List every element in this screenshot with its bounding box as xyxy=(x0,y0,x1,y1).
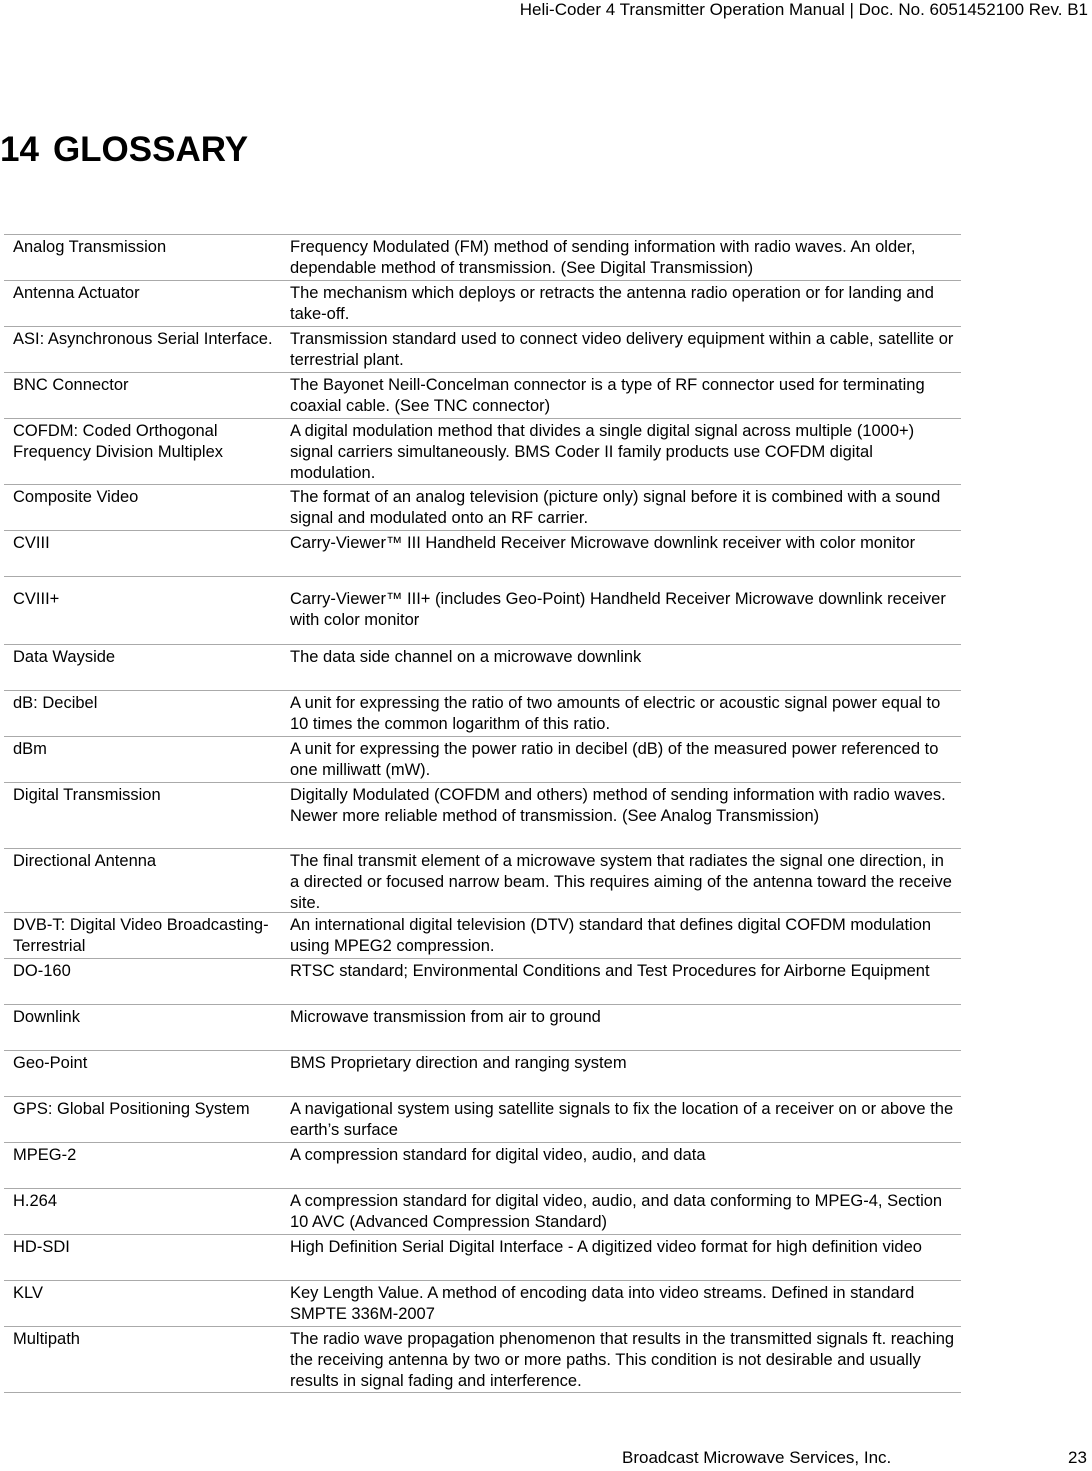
glossary-term: CVIII+ xyxy=(13,590,60,608)
glossary-term: Digital Transmission xyxy=(13,786,161,804)
glossary-term: MPEG-2 xyxy=(13,1146,77,1164)
glossary-term: H.264 xyxy=(13,1192,58,1210)
glossary-row xyxy=(4,959,961,1005)
glossary-row xyxy=(4,327,961,373)
glossary-definition: The radio wave propagation phenomenon that results in the transmitted signals ft. reaching the receiving antenna by two or more paths. This condition is not desirable and usually results in signal fading and interference. xyxy=(290,1330,955,1390)
glossary-term: BNC Connector xyxy=(13,376,129,394)
section-number: 14 xyxy=(0,130,39,169)
glossary-term: Geo-Point xyxy=(13,1054,88,1072)
glossary-term: Composite Video xyxy=(13,488,139,506)
glossary-definition: Carry-Viewer™ III Handheld Receiver Microwave downlink receiver with color monitor xyxy=(290,534,916,552)
glossary-row xyxy=(4,373,961,419)
section-title-text: GLOSSARY xyxy=(52,130,249,169)
glossary-term: Antenna Actuator xyxy=(13,284,140,302)
glossary-row xyxy=(4,1051,961,1097)
page-number: 23 xyxy=(1068,1448,1087,1467)
glossary-term: Analog Transmission xyxy=(13,238,167,256)
glossary-definition: BMS Proprietary direction and ranging system xyxy=(290,1054,627,1072)
glossary-definition: Microwave transmission from air to ground xyxy=(290,1008,601,1026)
glossary-term: Directional Antenna xyxy=(13,852,157,870)
glossary-row xyxy=(4,849,961,913)
glossary-definition: The final transmit element of a microwave system that radiates the signal one direction, in a directed or focused narrow beam. This requires aiming of the antenna toward the receive site. xyxy=(290,852,952,912)
glossary-term: DVB-T: Digital Video Broadcasting-Terrestrial xyxy=(13,916,269,955)
glossary-row xyxy=(4,737,961,783)
footer-company: Broadcast Microwave Services, Inc. xyxy=(622,1448,892,1467)
glossary-definition: The data side channel on a microwave downlink xyxy=(290,648,642,666)
glossary-row xyxy=(4,691,961,737)
glossary-row xyxy=(4,1143,961,1189)
glossary-table xyxy=(4,234,961,1393)
glossary-row xyxy=(4,1235,961,1281)
glossary-row xyxy=(4,531,961,577)
glossary-definition: High Definition Serial Digital Interface - A digitized video format for high definition video xyxy=(290,1238,922,1256)
glossary-term: COFDM: Coded Orthogonal Frequency Division Multiplex xyxy=(13,422,223,461)
glossary-term: Multipath xyxy=(13,1330,80,1348)
section-title xyxy=(0,130,248,170)
glossary-row xyxy=(4,1281,961,1327)
glossary-term: HD-SDI xyxy=(13,1238,70,1256)
glossary-row xyxy=(4,1005,961,1051)
glossary-definition: An international digital television (DTV) standard that defines digital COFDM modulation using MPEG2 compression. xyxy=(290,916,932,955)
glossary-row xyxy=(4,235,961,281)
glossary-term: Data Wayside xyxy=(13,648,116,666)
glossary-definition: RTSC standard; Environmental Conditions and Test Procedures for Airborne Equipment xyxy=(290,962,930,980)
glossary-definition: A digital modulation method that divides a single digital signal across multiple (1000+) signal carriers simultaneously. BMS Coder II family products use COFDM digital modulation. xyxy=(290,422,915,482)
glossary-term: dBm xyxy=(13,740,47,758)
glossary-row xyxy=(4,577,961,645)
glossary-definition: A compression standard for digital video, audio, and data xyxy=(290,1146,706,1164)
glossary-row xyxy=(4,1097,961,1143)
glossary-definition: A unit for expressing the power ratio in decibel (dB) of the measured power referenced to one milliwatt (mW). xyxy=(290,740,939,779)
glossary-term: ASI: Asynchronous Serial Interface. xyxy=(13,330,273,348)
glossary-definition: A compression standard for digital video, audio, and data conforming to MPEG-4, Section 10 AVC (Advanced Compression Standard) xyxy=(290,1192,943,1231)
glossary-row xyxy=(4,913,961,959)
glossary-row xyxy=(4,1189,961,1235)
glossary-definition: Key Length Value. A method of encoding data into video streams. Defined in standard SMPTE 336M-2007 xyxy=(290,1284,915,1323)
glossary-term: GPS: Global Positioning System xyxy=(13,1100,250,1118)
document-header: Heli-Coder 4 Transmitter Operation Manual | Doc. No. 6051452100 Rev. B1 xyxy=(519,0,1088,19)
glossary-term: CVIII xyxy=(13,534,50,552)
glossary-row xyxy=(4,1327,961,1393)
glossary-row xyxy=(4,485,961,531)
glossary-term: Downlink xyxy=(13,1008,80,1026)
glossary-definition: A navigational system using satellite signals to fix the location of a receiver on or above the earth’s surface xyxy=(290,1100,954,1139)
glossary-definition: Frequency Modulated (FM) method of sending information with radio waves. An older, dependable method of transmission. (See Digital Transmission) xyxy=(290,238,916,277)
glossary-definition: The mechanism which deploys or retracts the antenna radio operation or for landing and take-off. xyxy=(290,284,934,323)
glossary-term: dB: Decibel xyxy=(13,694,98,712)
glossary-definition: The Bayonet Neill-Concelman connector is a type of RF connector used for terminating coaxial cable. (See TNC connector) xyxy=(290,376,925,415)
glossary-definition: The format of an analog television (picture only) signal before it is combined with a sound signal and modulated onto an RF carrier. xyxy=(290,488,941,527)
glossary-definition: Digitally Modulated (COFDM and others) method of sending information with radio waves. Newer more reliable method of transmission. (See Analog Transmission) xyxy=(290,786,946,825)
glossary-row xyxy=(4,281,961,327)
glossary-term: KLV xyxy=(13,1284,43,1302)
glossary-row xyxy=(4,419,961,485)
glossary-row xyxy=(4,645,961,691)
glossary-definition: Carry-Viewer™ III+ (includes Geo-Point) Handheld Receiver Microwave downlink receiver with color monitor xyxy=(290,590,946,629)
glossary-row xyxy=(4,783,961,849)
glossary-definition: Transmission standard used to connect video delivery equipment within a cable, satellite or terrestrial plant. xyxy=(290,330,954,369)
glossary-term: DO-160 xyxy=(13,962,71,980)
glossary-definition: A unit for expressing the ratio of two amounts of electric or acoustic signal power equal to 10 times the common logarithm of this ratio. xyxy=(290,694,941,733)
